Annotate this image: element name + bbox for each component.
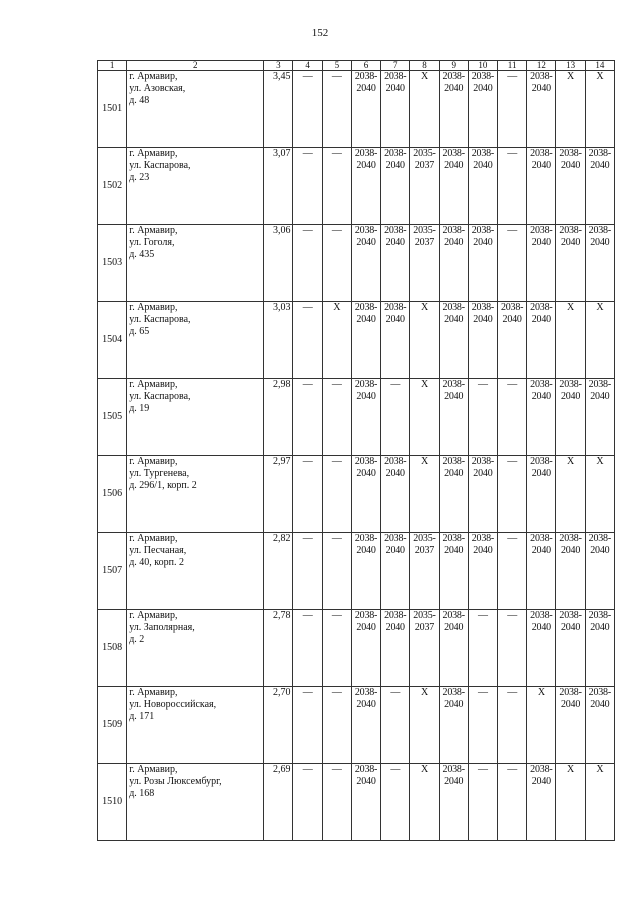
address-line: д. 23	[129, 172, 150, 183]
year-cell: X	[556, 302, 585, 379]
year-cell: —	[381, 687, 410, 764]
year-cell: 2038- 2040	[439, 533, 468, 610]
table-row	[98, 148, 615, 225]
year-cell: 2038- 2040	[556, 379, 585, 456]
year-cell: X	[410, 764, 439, 841]
year-cell: —	[498, 456, 527, 533]
column-header: 5	[322, 61, 351, 71]
year-cell: 2038- 2040	[585, 225, 614, 302]
table-row	[98, 225, 615, 302]
value-cell: 3,03	[264, 302, 293, 379]
year-cell: 2035- 2037	[410, 533, 439, 610]
value-cell: 2,70	[264, 687, 293, 764]
address-cell	[127, 71, 264, 148]
year-cell: 2038- 2040	[439, 687, 468, 764]
year-cell: —	[293, 687, 322, 764]
address-line: ул. Каспарова,	[129, 391, 191, 402]
year-cell: —	[498, 764, 527, 841]
table-row	[98, 764, 615, 841]
year-cell: 2038- 2040	[468, 533, 497, 610]
year-cell: 2038- 2040	[585, 610, 614, 687]
year-cell: X	[585, 456, 614, 533]
year-cell: 2038- 2040	[527, 71, 556, 148]
year-cell: 2038- 2040	[468, 148, 497, 225]
year-cell: —	[322, 687, 351, 764]
address-line: д. 65	[129, 326, 150, 337]
value-cell: 2,82	[264, 533, 293, 610]
value-cell: 2,69	[264, 764, 293, 841]
year-cell: —	[498, 71, 527, 148]
year-cell: 2038- 2040	[527, 379, 556, 456]
address-line: г. Армавир,	[129, 379, 178, 390]
year-cell: 2038- 2040	[351, 302, 380, 379]
year-cell: 2038- 2040	[468, 225, 497, 302]
address-line: г. Армавир,	[129, 302, 178, 313]
year-cell: 2038- 2040	[351, 764, 380, 841]
year-cell: 2038- 2040	[527, 533, 556, 610]
address-line: ул. Азовская,	[129, 83, 186, 94]
value-cell: 2,98	[264, 379, 293, 456]
address-line: ул. Новороссийская,	[129, 699, 217, 710]
row-number: 1502	[98, 148, 127, 225]
table-row	[98, 379, 615, 456]
value-cell: 3,07	[264, 148, 293, 225]
address-line: ул. Каспарова,	[129, 314, 191, 325]
year-cell: 2038- 2040	[585, 687, 614, 764]
address-line: д. 40, корп. 2	[129, 557, 185, 568]
year-cell: 2038- 2040	[439, 764, 468, 841]
year-cell: 2038- 2040	[381, 71, 410, 148]
value-cell: 3,06	[264, 225, 293, 302]
row-number: 1508	[98, 610, 127, 687]
year-cell: 2038- 2040	[556, 533, 585, 610]
address-cell	[127, 533, 264, 610]
page-number: 152	[311, 27, 329, 39]
table-row	[98, 610, 615, 687]
year-cell: —	[322, 764, 351, 841]
table-row	[98, 456, 615, 533]
column-header: 2	[127, 61, 264, 71]
value-cell: 2,97	[264, 456, 293, 533]
row-number: 1504	[98, 302, 127, 379]
year-cell: 2038- 2040	[439, 379, 468, 456]
column-header: 12	[527, 61, 556, 71]
address-line: г. Армавир,	[129, 225, 178, 236]
year-cell: —	[322, 379, 351, 456]
year-cell: 2038- 2040	[351, 610, 380, 687]
year-cell: 2038- 2040	[351, 71, 380, 148]
year-cell: 2038- 2040	[381, 610, 410, 687]
address-line: г. Армавир,	[129, 610, 178, 621]
year-cell: —	[322, 533, 351, 610]
year-cell: 2038- 2040	[527, 764, 556, 841]
year-cell: 2038- 2040	[381, 456, 410, 533]
year-cell: —	[322, 610, 351, 687]
year-cell: 2038- 2040	[439, 456, 468, 533]
year-cell: 2038- 2040	[556, 225, 585, 302]
column-header: 14	[585, 61, 614, 71]
address-line: д. 296/1, корп. 2	[129, 480, 197, 491]
address-line: ул. Розы Люксембург,	[129, 776, 222, 787]
year-cell: —	[293, 764, 322, 841]
year-cell: 2035- 2037	[410, 610, 439, 687]
year-cell: —	[381, 764, 410, 841]
column-header: 8	[410, 61, 439, 71]
row-number: 1509	[98, 687, 127, 764]
year-cell: —	[381, 379, 410, 456]
address-line: д. 48	[129, 95, 150, 106]
year-cell: X	[556, 456, 585, 533]
address-cell	[127, 302, 264, 379]
address-cell	[127, 225, 264, 302]
year-cell: —	[322, 225, 351, 302]
year-cell: 2038- 2040	[585, 379, 614, 456]
address-cell	[127, 764, 264, 841]
column-header: 3	[264, 61, 293, 71]
row-number: 1510	[98, 764, 127, 841]
row-number: 1506	[98, 456, 127, 533]
year-cell: —	[293, 456, 322, 533]
year-cell: —	[498, 225, 527, 302]
year-cell: 2038- 2040	[381, 225, 410, 302]
year-cell: 2038- 2040	[527, 225, 556, 302]
address-line: г. Армавир,	[129, 687, 178, 698]
column-header: 6	[351, 61, 380, 71]
address-line: д. 435	[129, 249, 155, 260]
address-line: г. Армавир,	[129, 71, 178, 82]
year-cell: 2038- 2040	[351, 456, 380, 533]
year-cell: 2038- 2040	[527, 610, 556, 687]
year-cell: X	[410, 456, 439, 533]
year-cell: 2038- 2040	[527, 302, 556, 379]
year-cell: 2038- 2040	[468, 302, 497, 379]
year-cell: 2038- 2040	[439, 148, 468, 225]
year-cell: X	[410, 379, 439, 456]
year-cell: X	[410, 71, 439, 148]
column-header: 9	[439, 61, 468, 71]
address-line: д. 2	[129, 634, 145, 645]
table-row	[98, 302, 615, 379]
address-line: д. 19	[129, 403, 150, 414]
year-cell: 2038- 2040	[381, 148, 410, 225]
column-header: 11	[498, 61, 527, 71]
column-header: 13	[556, 61, 585, 71]
year-cell: 2038- 2040	[527, 148, 556, 225]
address-line: ул. Гоголя,	[129, 237, 175, 248]
year-cell: 2038- 2040	[439, 302, 468, 379]
year-cell: 2038- 2040	[498, 302, 527, 379]
address-cell	[127, 687, 264, 764]
address-line: г. Армавир,	[129, 148, 178, 159]
value-cell: 2,78	[264, 610, 293, 687]
column-header: 4	[293, 61, 322, 71]
year-cell: —	[322, 456, 351, 533]
address-line: ул. Песчаная,	[129, 545, 187, 556]
year-cell: X	[410, 687, 439, 764]
year-cell: —	[498, 379, 527, 456]
value-cell: 3,45	[264, 71, 293, 148]
year-cell: X	[556, 71, 585, 148]
year-cell: 2038- 2040	[381, 533, 410, 610]
address-line: г. Армавир,	[129, 533, 178, 544]
year-cell: 2038- 2040	[468, 456, 497, 533]
address-cell	[127, 379, 264, 456]
year-cell: —	[322, 148, 351, 225]
address-line: д. 171	[129, 711, 155, 722]
year-cell: —	[293, 379, 322, 456]
year-cell: —	[293, 533, 322, 610]
column-header: 7	[381, 61, 410, 71]
address-line: д. 168	[129, 788, 155, 799]
year-cell: X	[556, 764, 585, 841]
table-row	[98, 533, 615, 610]
year-cell: 2038- 2040	[351, 533, 380, 610]
data-table	[97, 60, 615, 841]
year-cell: 2038- 2040	[351, 225, 380, 302]
year-cell: —	[322, 71, 351, 148]
address-cell	[127, 456, 264, 533]
year-cell: —	[498, 148, 527, 225]
address-line: ул. Каспарова,	[129, 160, 191, 171]
year-cell: X	[585, 71, 614, 148]
table-row	[98, 687, 615, 764]
year-cell: —	[468, 610, 497, 687]
year-cell: X	[585, 302, 614, 379]
year-cell: 2035- 2037	[410, 148, 439, 225]
row-number: 1505	[98, 379, 127, 456]
row-number: 1507	[98, 533, 127, 610]
year-cell: 2038- 2040	[439, 225, 468, 302]
year-cell: 2038- 2040	[439, 71, 468, 148]
year-cell: 2038- 2040	[351, 148, 380, 225]
year-cell: 2038- 2040	[556, 610, 585, 687]
year-cell: —	[293, 225, 322, 302]
header-row	[98, 61, 615, 71]
address-cell	[127, 610, 264, 687]
column-header: 10	[468, 61, 497, 71]
year-cell: X	[322, 302, 351, 379]
year-cell: —	[498, 687, 527, 764]
row-number: 1501	[98, 71, 127, 148]
year-cell: 2038- 2040	[351, 379, 380, 456]
table-row	[98, 71, 615, 148]
year-cell: —	[498, 610, 527, 687]
address-line: ул. Заполярная,	[129, 622, 195, 633]
year-cell: 2038- 2040	[351, 687, 380, 764]
year-cell: —	[468, 379, 497, 456]
year-cell: —	[293, 610, 322, 687]
year-cell: 2038- 2040	[381, 302, 410, 379]
year-cell: X	[527, 687, 556, 764]
year-cell: —	[293, 71, 322, 148]
address-line: ул. Тургенева,	[129, 468, 190, 479]
year-cell: X	[410, 302, 439, 379]
address-cell	[127, 148, 264, 225]
column-header: 1	[98, 61, 127, 71]
year-cell: 2038- 2040	[468, 71, 497, 148]
address-line: г. Армавир,	[129, 456, 178, 467]
year-cell: 2038- 2040	[556, 687, 585, 764]
year-cell: 2038- 2040	[585, 533, 614, 610]
year-cell: —	[468, 764, 497, 841]
row-number: 1503	[98, 225, 127, 302]
year-cell: —	[293, 148, 322, 225]
year-cell: 2038- 2040	[585, 148, 614, 225]
year-cell: 2035- 2037	[410, 225, 439, 302]
year-cell: 2038- 2040	[439, 610, 468, 687]
year-cell: X	[585, 764, 614, 841]
year-cell: —	[293, 302, 322, 379]
year-cell: 2038- 2040	[556, 148, 585, 225]
address-line: г. Армавир,	[129, 764, 178, 775]
year-cell: —	[468, 687, 497, 764]
year-cell: —	[498, 533, 527, 610]
year-cell: 2038- 2040	[527, 456, 556, 533]
